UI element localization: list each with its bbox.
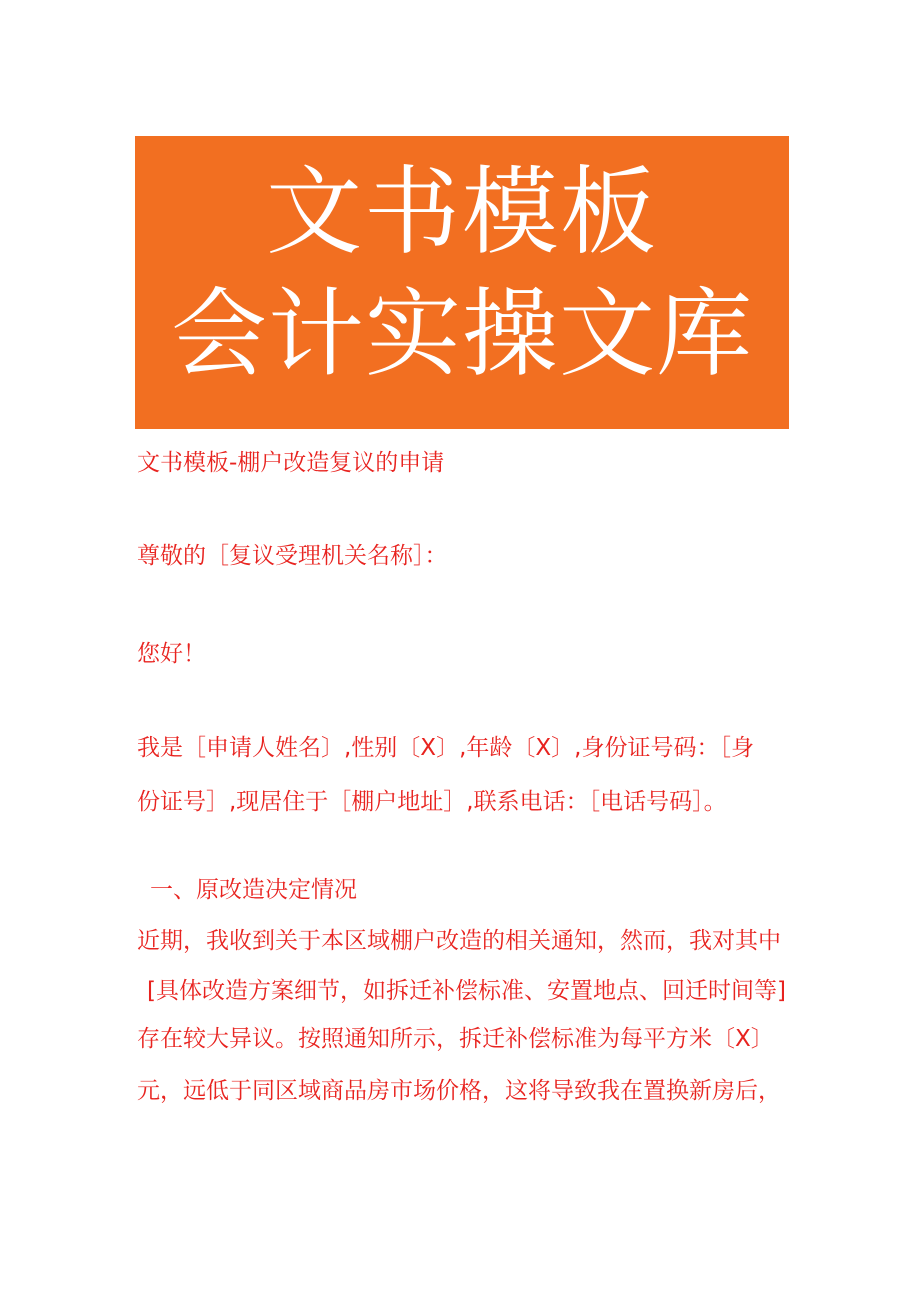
- banner-title: 文书模板: [266, 156, 658, 268]
- banner-subtitle: 会计实操文库: [171, 278, 753, 390]
- section-heading: 一、原改造决定情况: [150, 877, 357, 903]
- intro-line: 我是［申请人姓名〕,性别〔X〕,年龄〔X〕,身份证号码：［身: [137, 735, 754, 761]
- body-line: 元，远低于同区域商品房市场价格，这将导致我在置换新房后，: [137, 1078, 781, 1104]
- intro-line: 份证号］,现居住于［棚户地址］,联系电话：［电话号码］。: [137, 789, 727, 815]
- body-line: 存在较大异议。按照通知所示，拆迁补偿标准为每平方米〔X〕: [137, 1026, 774, 1052]
- document-title: 文书模板-棚户改造复议的申请: [137, 450, 445, 476]
- body-line: 近期，我收到关于本区域棚户改造的相关通知，然而，我对其中: [137, 928, 781, 954]
- header-banner: [135, 136, 789, 429]
- body-line: [具体改造方案细节，如拆迁补偿标准、安置地点、回迁时间等]: [147, 978, 786, 1004]
- salutation: 尊敬的［复议受理机关名称］：: [137, 543, 448, 569]
- greeting: 您好！: [137, 641, 206, 667]
